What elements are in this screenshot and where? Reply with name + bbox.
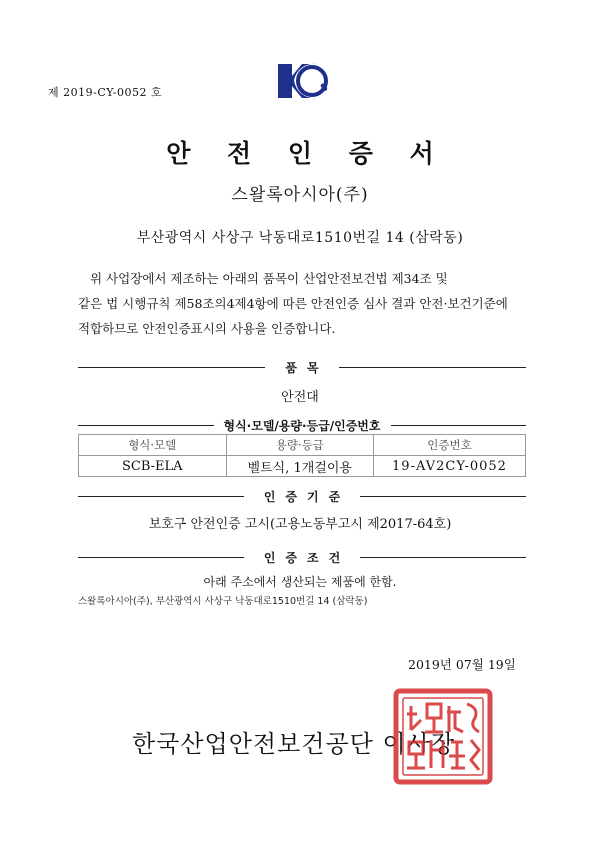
- divider: [78, 367, 265, 368]
- header-cell-model: 형식·모델: [79, 435, 227, 456]
- condition-section-header: [78, 549, 526, 566]
- divider: [78, 496, 244, 497]
- svg-text:s: s: [320, 80, 328, 95]
- company-address: 부산광역시 사상구 낙동대로1510번길 14 (삼락동): [136, 230, 464, 246]
- cell-cert-no: 19-AV2CY-0052: [374, 456, 526, 477]
- statement-line-1: 위 사업장에서 제조하는 아래의 품목이 산업안전보건법 제34조 및: [90, 271, 448, 286]
- table-header-row: [79, 435, 526, 456]
- condition-detail: 스왈록아시아(주), 부산광역시 사상구 낙동대로1510번길 14 (삼락동): [78, 596, 368, 607]
- certificate-number: 제 2019-CY-0052 호: [48, 86, 163, 99]
- certification-statement: [78, 266, 528, 341]
- official-seal-icon: [393, 688, 493, 785]
- divider: [78, 557, 244, 558]
- header-cell-grade: 용량·등급: [226, 435, 374, 456]
- divider: [391, 425, 527, 426]
- product-name: 안전대: [281, 390, 319, 405]
- statement-line-3: 적합하므로 안전인증표시의 사용을 인증합니다.: [78, 321, 336, 336]
- spec-table: [78, 434, 526, 477]
- divider: [339, 367, 526, 368]
- cell-grade: 벨트식, 1개걸이용: [226, 456, 374, 477]
- condition-main: 아래 주소에서 생산되는 제품에 한함.: [203, 575, 397, 589]
- document-title: 안 전 인 증 서: [166, 139, 448, 168]
- issuer-name: 한국산업안전보건공단 이사장: [132, 730, 456, 758]
- divider: [360, 496, 526, 497]
- issue-date: 2019년 07월 19일: [408, 657, 516, 672]
- kcs-mark-icon: [272, 60, 334, 102]
- divider: [360, 557, 526, 558]
- statement-line-2: 같은 법 시행규칙 제58조의4제4항에 따른 안전인증 심사 결과 안전·보건기준에: [78, 296, 508, 311]
- standard-section-header: [78, 488, 526, 505]
- table-row: [79, 456, 526, 477]
- divider: [78, 425, 214, 426]
- product-section-label: 품목: [285, 361, 329, 375]
- standard-section-label: 인증기준: [263, 490, 351, 504]
- certification-standard: 보호구 안전인증 고시(고용노동부고시 제2017-64호): [148, 517, 452, 532]
- product-section-header: [78, 359, 526, 376]
- condition-section-label: 인증조건: [263, 551, 351, 565]
- company-name: 스왈록아시아(주): [231, 185, 369, 205]
- spec-section-header: [78, 417, 526, 434]
- header-cell-cert-no: 인증번호: [374, 435, 526, 456]
- spec-section-label: 형식·모델/용량·등급/인증번호: [223, 419, 381, 433]
- cell-model: SCB-ELA: [79, 456, 227, 477]
